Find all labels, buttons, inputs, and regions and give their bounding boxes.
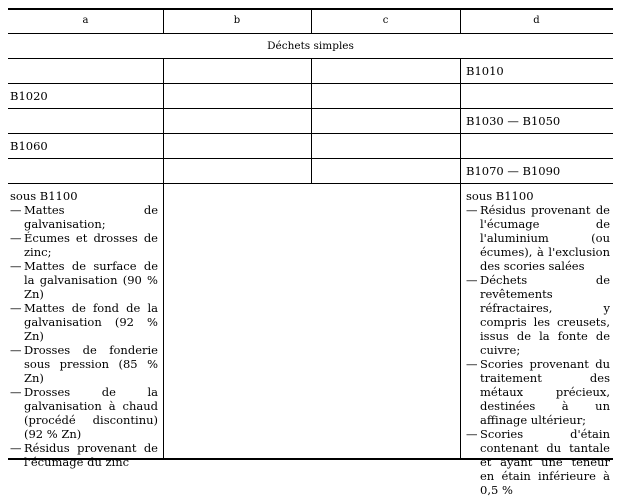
code-b1010: B1010 xyxy=(466,64,504,78)
list-item: — Écumes et drosses de zinc; xyxy=(10,231,158,259)
code-b1060: B1060 xyxy=(10,139,48,153)
column-header-c: c xyxy=(382,15,389,26)
col-d-heading: sous B1100 xyxy=(466,189,534,203)
code-b1070-b1090: B1070 — B1090 xyxy=(466,164,561,178)
section-title: Déchets simples xyxy=(267,40,354,52)
column-header-b: b xyxy=(233,15,241,26)
list-item: — Résidus provenant de l'écumage du zinc xyxy=(10,441,158,469)
list-item: — Mattes de galvanisation; xyxy=(10,203,158,231)
list-item: — Mattes de surface de la galvanisation (90 % Zn) xyxy=(10,259,158,301)
column-header-a: a xyxy=(82,15,89,26)
list-item: — Mattes de fond de la galvanisation (92 % Zn) xyxy=(10,301,158,343)
list-item: — Résidus provenant de l'écumage de l'aluminium (ou écumes), à l'exclusion des scories salées xyxy=(466,203,610,273)
list-item: — Scories provenant du traitement des métaux précieux, destinées à un affinage ultérieur; xyxy=(466,357,610,427)
list-item: — Scories d'étain contenant du tantale et ayant une teneur en étain inférieure à 0,5 % xyxy=(466,427,610,497)
col-d-list xyxy=(466,189,610,497)
row-rule xyxy=(8,183,613,184)
list-item: — Déchets de revêtements réfractaires, y compris les creusets, issus de la fonte de cuivre; xyxy=(466,273,610,357)
column-rule xyxy=(311,58,312,183)
column-rule xyxy=(163,58,164,458)
list-item: — Drosses de fonderie sous pression (85 % Zn) xyxy=(10,343,158,385)
column-header-d: d xyxy=(533,15,540,26)
code-b1030-b1050: B1030 — B1050 xyxy=(466,114,561,128)
list-item: — Drosses de la galvanisation à chaud (procédé discontinu) (92 % Zn) xyxy=(10,385,158,441)
column-rule xyxy=(460,58,461,458)
col-a-heading: sous B1100 xyxy=(10,189,78,203)
col-a-list xyxy=(10,189,158,469)
code-b1020: B1020 xyxy=(10,89,48,103)
